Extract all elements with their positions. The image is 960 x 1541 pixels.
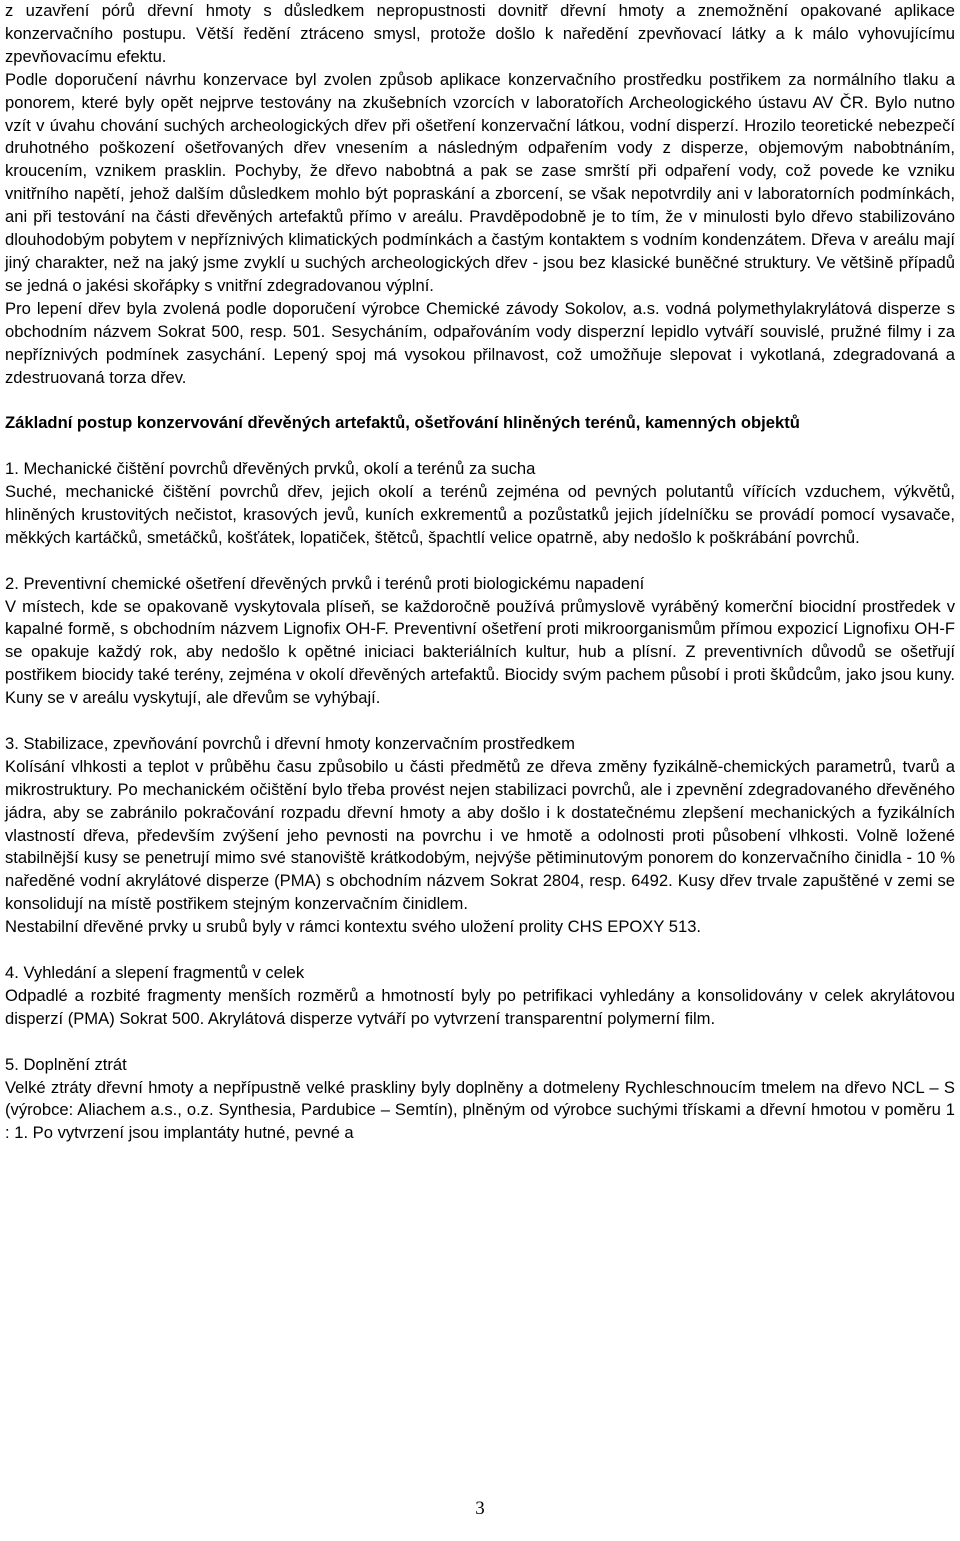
section-1-title: 1. Mechanické čištění povrchů dřevěných prvků, okolí a terénů za sucha <box>5 459 536 479</box>
section-3-title: 3. Stabilizace, zpevňování povrchů i dřevní hmoty konzervačním prostředkem <box>5 733 575 753</box>
section-2-paragraph: V místech, kde se opakovaně vyskytovala plíseň, se každoročně používá průmyslově vyráběný komerční biocidní prostředek v kapalné formě, s obchodním názvem Lignofix OH-F. Preventivní ošetření proti mikroorganismům přímou expozicí Lignofixu OH-F se opakuje každý rok, aby nedošlo k opětné iniciaci bakteriálních kultur, hub a plísní. Z preventivních důvodů se ošetřují postřikem biocidy také terény, zejména v okolí dřevěných artefaktů. Biocidy svým pachem působí i proti škůdcům, jako jsou kuny. Kuny se v areálu vyskytují, ale dřevům se vyhýbají. <box>5 596 955 708</box>
spacer <box>5 1031 955 1054</box>
section-5-paragraph: Velké ztráty dřevní hmoty a nepřípustně velké praskliny byly doplněny a dotmeleny Rychleschnoucím tmelem na dřevo NCL – S (výrobce: Aliachem a.s., o.z. Synthesia, Pardubice – Semtín), plněným od výrobce suchými třískami a dřevní hmotou v poměru 1 : 1. Po vytvrzení jsou implantáty hutné, pevné a <box>5 1077 955 1143</box>
document-page <box>5 0 955 1145</box>
section-3-paragraph-2: Nestabilní dřevěné prvky u srubů byly v rámci kontextu svého uložení prolity CHS EPOXY 513. <box>5 917 702 937</box>
section-4-paragraph: Odpadlé a rozbité fragmenty menších rozměrů a hmotností byly po petrifikaci vyhledány a konsolidovány v celek akrylátovou disperzí (PMA) Sokrat 500. Akrylátová disperze vytváří po vytvrzení transparentní polymerní film. <box>5 985 955 1028</box>
section-3-paragraph-1: Kolísání vlhkosti a teplot v průběhu času způsobilo u části předmětů ze dřeva změny fyzikálně-chemických parametrů, tvarů a mikrostruktury. Po mechanickém očištění bylo třeba provést nejen stabilizaci povrchů, ale i zpevnění zdegradovaného dřevěného jádra, aby se zabránilo pokračování rozpadu dřevní hmoty a aby došlo i k dostatečnému zlepšení mechanických a fyzikálních vlastností dřeva, především zvýšení jeho pevnosti na povrchu i ve hmotě a odolnosti proti působení vlhkosti. Volně ložené stabilnější kusy se penetrují mimo své stanoviště krátkodobým, nejvýše pětiminutovým ponorem do konzervačního činidla - 10 % naředěné vodní akrylátové disperze (PMA) s obchodním názvem Sokrat 2804, resp. 6492. Kusy dřev trvale zapuštěné v zemi se konsolidují na místě postřikem stejným konzervačním činidlem. <box>5 756 955 914</box>
spacer <box>5 550 955 573</box>
spacer <box>5 710 955 733</box>
intro-paragraph-2: Podle doporučení návrhu konzervace byl zvolen způsob aplikace konzervačního prostředku postřikem za normálního tlaku a ponorem, které byly opět nejprve testovány na zkušebních vzorcích v laboratořích Archeologického ústavu AV ČR. Bylo nutno vzít v úvahu chování suchých archeologických dřev při ošetření konzervační látkou, vodní disperzí. Hrozilo teoretické nebezpečí druhotného poškození ošetřovaných dřev vnesením a následným odpařením vody z disperze, objemovým nabobtnáním, kroucením, vznikem prasklin. Pochyby, že dřevo nabobtná a pak se zase smrští při odpaření vody, což povede ke vzniku vnitřního napětí, jehož dalším důsledkem mohlo být popraskání a zborcení, se však nepotvrdily ani v laboratorních podmínkách, ani při testování na části dřevěných artefaktů přímo v areálu. Pravděpodobně je to tím, že v minulosti bylo dřevo stabilizováno dlouhodobým pobytem v nepříznivých klimatických podmínkách a častým kontaktem s vodním kondenzátem. Dřeva v areálu mají jiný charakter, než na jaký jsme zvyklí u suchých archeologických dřev - jsou bez klasické buněčné struktury. Ve většině případů se jedná o jakési skořápky s vnitřní zdegradovanou výplní. <box>5 69 955 295</box>
section-5-title: 5. Doplnění ztrát <box>5 1054 127 1074</box>
intro-paragraph-1: z uzavření pórů dřevní hmoty s důsledkem nepropustnosti dovnitř dřevní hmoty a znemožnění opakované aplikace konzervačního postupu. Větší ředění ztráceno smysl, protože došlo k naředění zpevňovací látky a k málo vyhovujícímu zpevňovacímu efektu. <box>5 1 955 66</box>
spacer <box>5 939 955 962</box>
section-2-title: 2. Preventivní chemické ošetření dřevěných prvků i terénů proti biologickému napadení <box>5 573 645 593</box>
section-4-title: 4. Vyhledání a slepení fragmentů v celek <box>5 962 305 982</box>
spacer <box>5 435 955 458</box>
section-1-paragraph: Suché, mechanické čištění povrchů dřev, jejich okolí a terénů zejména od pevných polutantů vířících vzduchem, výkvětů, hliněných krustovitých nečistot, krasových jevů, kuních exkrementů a pozůstatků jejich jídelníčku se provádí pomocí vysavače, měkkých kartáčků, smetáčků, košťátek, lopatiček, štětců, špachtlí velice opatrně, aby nedošlo k poškrábání povrchů. <box>5 482 955 547</box>
spacer <box>5 389 955 412</box>
page-number: 3 <box>475 1498 485 1519</box>
section-heading: Základní postup konzervování dřevěných artefaktů, ošetřování hliněných terénů, kamenných objektů <box>5 413 800 433</box>
intro-paragraph-3: Pro lepení dřev byla zvolená podle doporučení výrobce Chemické závody Sokolov, a.s. vodná polymethylakrylátová disperze s obchodním názvem Sokrat 500, resp. 501. Sesycháním, odpařováním vody disperzní lepidlo vytváří souvislé, pružné filmy i za nepříznivých podmínek zasychání. Lepený spoj má vysokou přilnavost, což umožňuje slepovat i vykotlaná, zdegradovaná a zdestruovaná torza dřev. <box>5 298 955 387</box>
